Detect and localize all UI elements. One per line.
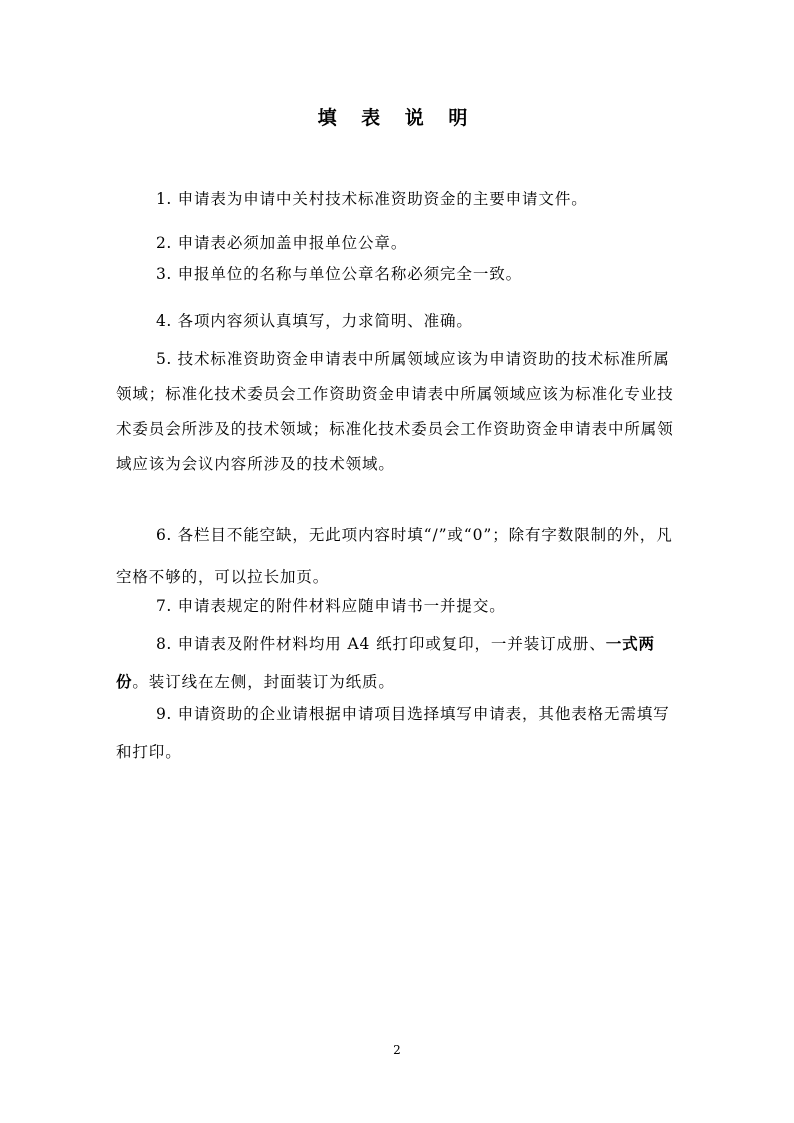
item-number: 6.: [156, 526, 172, 544]
instruction-item-7: [116, 589, 682, 624]
instruction-item-2: [116, 226, 682, 261]
item-text: 申请表规定的附件材料应随申请书一并提交。: [177, 597, 506, 615]
instruction-item-1: [116, 182, 682, 217]
page-number: 2: [393, 1043, 401, 1057]
instruction-item-8: [116, 625, 682, 701]
item-text: 技术标准资助资金申请表中所属领域应该为申请资助的技术标准所属领域；标准化技术委员会工作资助资金申请表中所属领域应该为标准化专业技术委员会所涉及的技术领域；标准化技术委员会工作资助资金申请表中所属领域应该为会议内容所涉及的技术领域。: [116, 350, 674, 473]
item-number: 9.: [156, 705, 172, 723]
instruction-item-4: [116, 304, 682, 339]
item-text-after: 。装订线在左侧，封面装订为纸质。: [132, 673, 395, 691]
instruction-item-6: [116, 514, 682, 598]
item-number: 5.: [156, 350, 172, 368]
instruction-item-3: [116, 257, 682, 292]
item-text: 申请表为申请中关村技术标准资助资金的主要申请文件。: [177, 190, 588, 208]
item-text: 申请资助的企业请根据申请项目选择填写申请表，其他表格无需填写和打印。: [116, 705, 670, 761]
item-text: 申请表及附件材料均用 A4 纸打印或复印，一并装订成册、: [177, 635, 606, 653]
item-emphasis: 一式两份: [116, 634, 655, 691]
item-number: 7.: [156, 597, 172, 615]
item-text: 申报单位的名称与单位公章名称必须完全一致。: [177, 265, 523, 283]
item-number: 3.: [156, 265, 172, 283]
item-number: 1.: [156, 190, 172, 208]
item-number: 4.: [156, 312, 172, 330]
instruction-item-9: [116, 695, 682, 771]
item-number: 8.: [156, 635, 172, 653]
item-number: 2.: [156, 234, 172, 252]
item-text: 各栏目不能空缺，无此项内容时填“/”或“0”；除有字数限制的外，凡空格不够的，可以拉长加页。: [116, 526, 673, 586]
item-text: 申请表必须加盖申报单位公章。: [177, 234, 408, 252]
page-title: 填 表 说 明: [317, 107, 477, 129]
instruction-item-5: [116, 342, 682, 482]
item-text: 各项内容须认真填写，力求简明、准确。: [177, 312, 473, 330]
